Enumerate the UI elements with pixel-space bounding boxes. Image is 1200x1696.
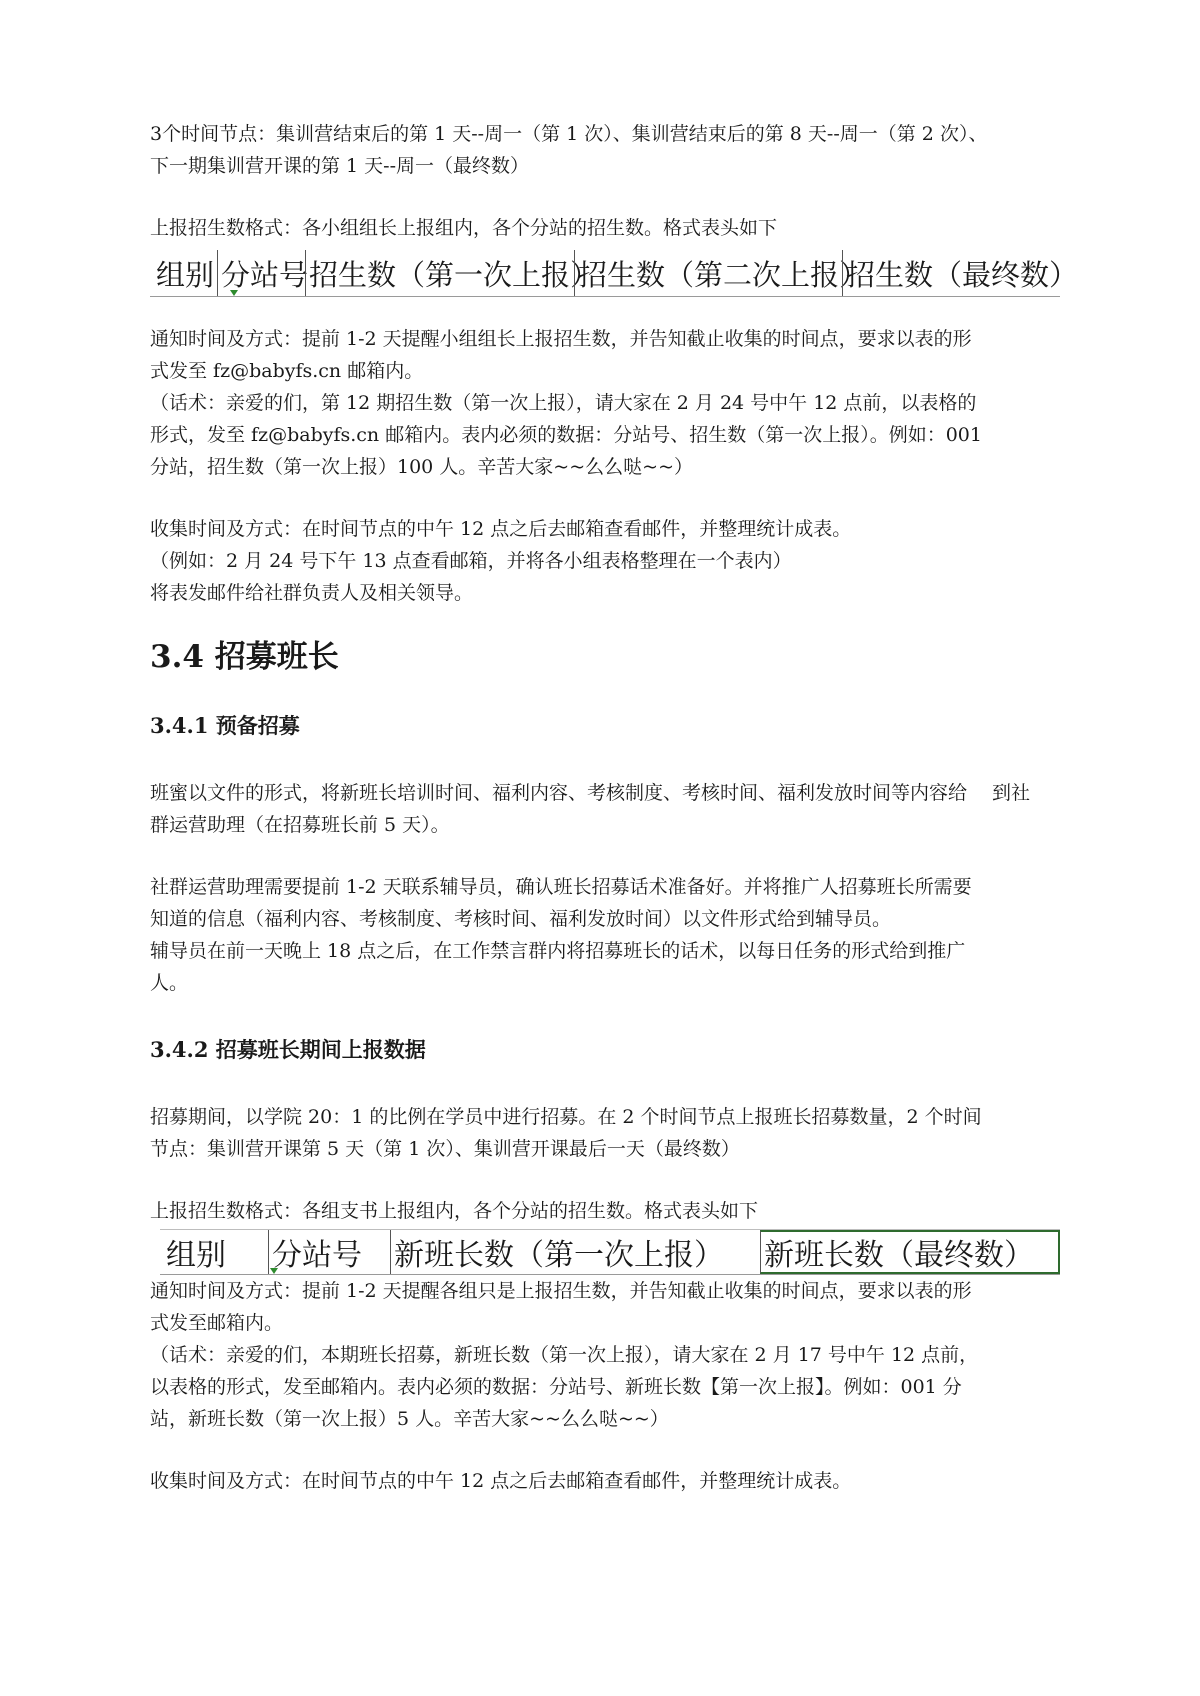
table-header-cell: 组别 (166, 1238, 226, 1273)
table-header-cell: 分站号 (268, 1230, 390, 1274)
subsection-title-report: 3.4.2 招募班长期间上报数据 (150, 1037, 426, 1062)
table-header-cell: 招生数（第一次上报） (305, 250, 574, 296)
report-format-text: 上报招生数格式：各小组组长上报组内，各个分站的招生数。格式表头如下 (150, 217, 778, 239)
notice-line-1: 通知时间及方式：提前 1-2 天提醒小组组长上报招生数，并告知截止收集的时间点，要求以表的形 (150, 328, 972, 350)
table-header-cell: 组别 (156, 257, 215, 292)
section-title: 3.4 招募班长 (150, 639, 339, 675)
notice2-line-2: 式发至邮箱内。 (150, 1312, 284, 1334)
script2-line-3: 站，新班长数（第一次上报）5 人。辛苦大家~~么么哒~~） (150, 1408, 669, 1430)
prepare-para-2-line-3: 辅导员在前一天晚上 18 点之后，在工作禁言群内将招募班长的话术，以每日任务的形式给到推广 (150, 940, 966, 962)
prepare-para-2-line-1: 社群运营助理需要提前 1-2 天联系辅导员，确认班长招募话术准备好。并将推广人招募班长所需要 (150, 876, 972, 898)
intro-line-2: 下一期集训营开课的第 1 天--周一（最终数） (150, 155, 530, 177)
script-line-3: 分站，招生数（第一次上报）100 人。辛苦大家~~么么哒~~） (150, 456, 693, 478)
monitor-table-header (160, 1229, 1060, 1275)
table-header-cell: 新班长数（第一次上报） (390, 1230, 760, 1274)
script2-line-2: 以表格的形式，发至邮箱内。表内必须的数据：分站号、新班长数【第一次上报】。例如：001 分 (150, 1376, 962, 1398)
enrollment-table-header (150, 250, 1079, 297)
collect-line-3: 将表发邮件给社群负责人及相关领导。 (150, 582, 474, 604)
document-body (150, 118, 1079, 1497)
prepare-para-1-line-2: 群运营助理（在招募班长前 5 天）。 (150, 814, 450, 836)
script-line-1: （话术：亲爱的们，第 12 期招生数（第一次上报），请大家在 2 月 24 号中午 12 点前，以表格的 (150, 392, 977, 414)
cell-marker-icon (270, 1268, 278, 1274)
script2-line-1: （话术：亲爱的们，本期班长招募，新班长数（第一次上报），请大家在 2 月 17 号中午 12 点前， (150, 1344, 979, 1366)
prepare-para-2-line-4: 人。 (150, 972, 189, 994)
prepare-para-2-line-2: 知道的信息（福利内容、考核制度、考核时间、福利发放时间）以文件形式给到辅导员。 (150, 908, 892, 930)
notice-line-2: 式发至 fz@babyfs.cn 邮箱内。 (150, 360, 424, 382)
report-para-line-1: 招募期间，以学院 20：1 的比例在学员中进行招募。在 2 个时间节点上报班长招募数量，2 个时间 (150, 1106, 982, 1128)
cell-marker-icon (230, 290, 238, 296)
collect2-line-1: 收集时间及方式：在时间节点的中午 12 点之后去邮箱查看邮件，并整理统计成表。 (150, 1470, 852, 1492)
collect-line-1: 收集时间及方式：在时间节点的中午 12 点之后去邮箱查看邮件，并整理统计成表。 (150, 518, 852, 540)
table-header-cell: 招生数（最终数） (842, 250, 1060, 296)
report-format-text-2: 上报招生数格式：各组支书上报组内，各个分站的招生数。格式表头如下 (150, 1200, 759, 1222)
report-para-line-2: 节点：集训营开课第 5 天（第 1 次）、集训营开课最后一天（最终数） (150, 1138, 740, 1160)
collect-line-2: （例如：2 月 24 号下午 13 点查看邮箱，并将各小组表格整理在一个表内） (150, 550, 792, 572)
prepare-para-1-line-1: 班蜜以文件的形式，将新班长培训时间、福利内容、考核制度、考核时间、福利发放时间等内容给 到社 (150, 782, 1031, 804)
table-header-cell: 招生数（第二次上报） (574, 250, 842, 296)
table-header-cell: 新班长数（最终数） (760, 1230, 1060, 1274)
table-header-cell: 分站号 (217, 250, 305, 296)
notice2-line-1: 通知时间及方式：提前 1-2 天提醒各组只是上报招生数，并告知截止收集的时间点，要求以表的形 (150, 1280, 972, 1302)
subsection-title-prepare: 3.4.1 预备招募 (150, 713, 300, 738)
intro-line-1: 3个时间节点：集训营结束后的第 1 天--周一（第 1 次）、集训营结束后的第 8 天--周一（第 2 次）、 (150, 123, 988, 145)
script-line-2: 形式，发至 fz@babyfs.cn 邮箱内。表内必须的数据：分站号、招生数（第一次上报）。例如：001 (150, 424, 982, 446)
